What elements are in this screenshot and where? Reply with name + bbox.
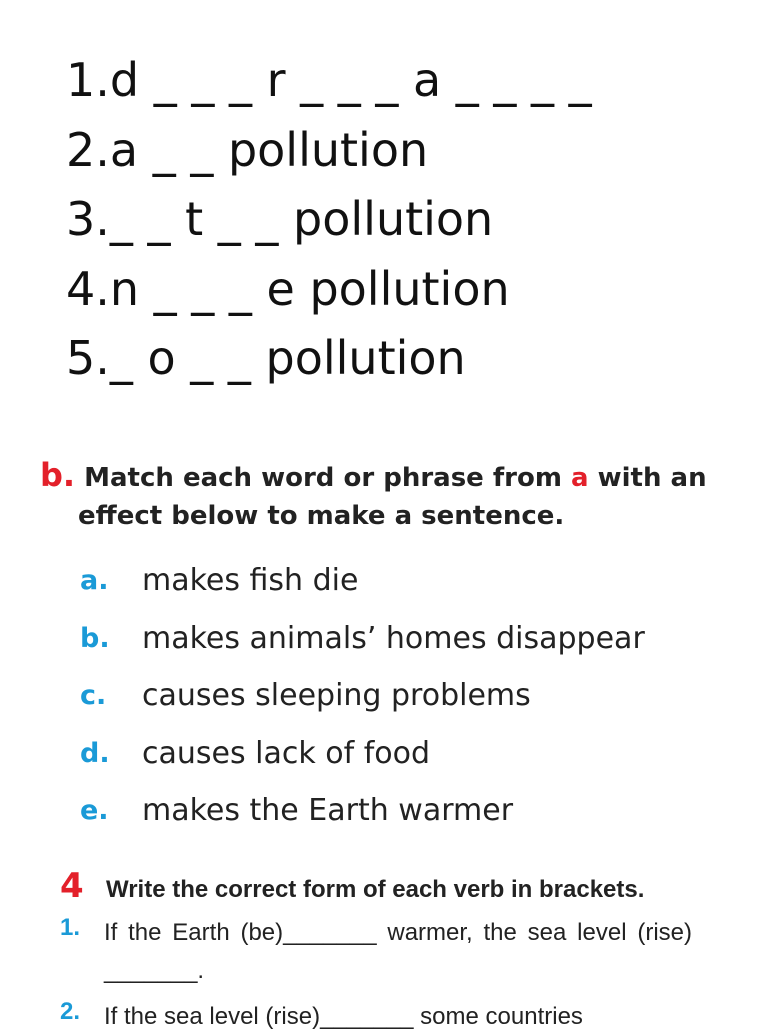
- effect-text: makes the Earth warmer: [142, 793, 514, 829]
- effect-letter: d.: [80, 737, 110, 769]
- instruction-part-1: Match each word or phrase from: [84, 463, 562, 493]
- effect-item: [80, 552, 645, 610]
- exercise-item: [60, 914, 692, 990]
- item-number: 1.: [60, 914, 81, 941]
- section-b: [40, 456, 720, 535]
- exercise-number: 4: [60, 866, 84, 906]
- puzzle-line-5: 5._ o _ _ pollution: [66, 331, 466, 385]
- instruction-line-2: effect below to make a sentence.: [78, 501, 565, 531]
- section-b-instruction: [40, 456, 720, 497]
- instruction-part-2: with an: [597, 463, 707, 493]
- item-text: If the Earth (be)_______ warmer, the sea level (rise) _______.: [104, 919, 692, 984]
- word-puzzle: [66, 46, 592, 394]
- section-a-reference: a: [571, 463, 589, 493]
- effect-item: [80, 782, 645, 840]
- effect-letter: b.: [80, 622, 110, 654]
- puzzle-line-2: 2.a _ _ pollution: [66, 122, 429, 177]
- section-b-letter: b.: [40, 456, 76, 494]
- effect-item: [80, 667, 645, 725]
- puzzle-line-4: 4.n _ _ _ e pollution: [66, 261, 510, 316]
- effect-item: [80, 610, 645, 668]
- exercise-4-header: [60, 866, 692, 906]
- effects-list: [80, 552, 645, 840]
- item-number: 2.: [60, 998, 81, 1025]
- effect-text: causes sleeping problems: [142, 678, 531, 714]
- item-text: If the sea level (rise)_______ some countries: [104, 1003, 583, 1030]
- exercise-title: Write the correct form of each verb in brackets.: [106, 876, 645, 903]
- effect-letter: a.: [80, 565, 109, 597]
- puzzle-line-3: 3._ _ t _ _ pollution: [66, 192, 494, 246]
- effect-text: causes lack of food: [142, 735, 431, 771]
- effect-text: makes fish die: [142, 563, 359, 599]
- exercise-4: [60, 866, 692, 1036]
- effect-letter: e.: [80, 795, 109, 827]
- exercise-item: [60, 998, 692, 1036]
- effect-letter: c.: [80, 680, 107, 712]
- puzzle-line-1: 1.d _ _ _ r _ _ _ a _ _ _ _: [66, 53, 592, 107]
- effect-text: makes animals’ homes disappear: [142, 620, 645, 656]
- effect-item: [80, 725, 645, 783]
